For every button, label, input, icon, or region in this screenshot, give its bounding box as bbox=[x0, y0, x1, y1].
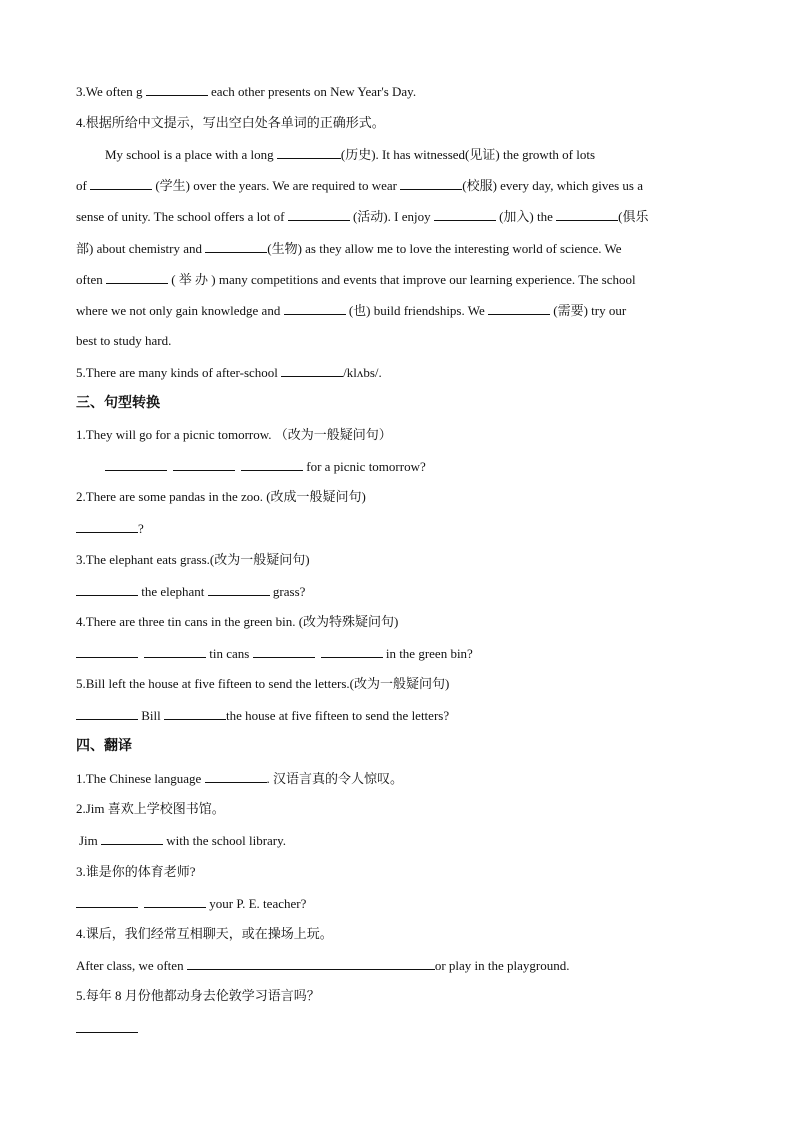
q3-line: 3.We often g each other presents on New Year's Day. bbox=[76, 84, 417, 99]
answer-blank[interactable] bbox=[173, 458, 235, 471]
passage-line-6: where we not only gain knowledge and (也) build friendships. We (需要) try our bbox=[76, 303, 627, 318]
s1-prompt: 1.They will go for a picnic tomorrow. （改为一般疑问句） bbox=[76, 427, 392, 442]
answer-blank[interactable] bbox=[105, 458, 167, 471]
passage-line-1: My school is a place with a long (历史). It has witnessed(见证) the growth of lots bbox=[105, 147, 596, 162]
s4-prompt: 4.There are three tin cans in the green bin. (改为特殊疑问句) bbox=[76, 614, 399, 629]
s2-answer-line: ? bbox=[76, 520, 144, 537]
section-3-title: 三、句型转换 bbox=[76, 395, 160, 411]
answer-blank[interactable] bbox=[488, 302, 550, 315]
s5-prompt: 5.Bill left the house at five fifteen to send the letters.(改为一般疑问句) bbox=[76, 676, 450, 691]
s3-prompt: 3.The elephant eats grass.(改为一般疑问句) bbox=[76, 552, 310, 567]
t2-answer-line: Jim with the school library. bbox=[79, 833, 287, 848]
answer-blank[interactable] bbox=[76, 520, 138, 533]
answer-blank[interactable] bbox=[556, 208, 618, 221]
answer-blank[interactable] bbox=[101, 832, 163, 845]
s2-prompt: 2.There are some pandas in the zoo. (改成一般疑问句) bbox=[76, 489, 366, 504]
answer-blank[interactable] bbox=[76, 645, 138, 658]
answer-blank[interactable] bbox=[241, 458, 303, 471]
answer-blank[interactable] bbox=[76, 583, 138, 596]
t2-prompt: 2.Jim 喜欢上学校图书馆。 bbox=[76, 801, 225, 816]
t4-prompt: 4.课后，我们经常互相聊天，或在操场上玩。 bbox=[76, 926, 333, 941]
passage-line-7: best to study hard. bbox=[76, 333, 172, 348]
section-4-title: 四、翻译 bbox=[76, 738, 132, 754]
t5-prompt: 5.每年 8 月份他都动身去伦敦学习语言吗？ bbox=[76, 988, 320, 1003]
answer-blank[interactable] bbox=[144, 645, 206, 658]
answer-blank[interactable] bbox=[400, 177, 462, 190]
s1-answer-line: for a picnic tomorrow? bbox=[105, 458, 426, 475]
answer-blank[interactable] bbox=[90, 177, 152, 190]
answer-blank[interactable] bbox=[253, 645, 315, 658]
t1-line: 1.The Chinese language . 汉语言真的令人惊叹。 bbox=[76, 771, 404, 786]
t3-prompt: 3.谁是你的体育老师? bbox=[76, 864, 196, 879]
answer-blank[interactable] bbox=[146, 83, 208, 96]
answer-blank[interactable] bbox=[208, 583, 270, 596]
answer-blank[interactable] bbox=[281, 364, 343, 377]
t5-answer-line bbox=[76, 1020, 138, 1037]
answer-blank[interactable] bbox=[106, 271, 168, 284]
answer-blank[interactable] bbox=[76, 1020, 138, 1033]
passage-line-3: sense of unity. The school offers a lot of (活动). I enjoy (加入) the (俱乐 bbox=[76, 209, 649, 224]
s5-answer-line: Bill the house at five fifteen to send the letters? bbox=[76, 707, 449, 724]
answer-blank[interactable] bbox=[187, 957, 435, 970]
passage-line-4: 部) about chemistry and (生物) as they allow me to love the interesting world of science. We bbox=[76, 241, 622, 256]
t3-answer-line: your P. E. teacher? bbox=[76, 895, 306, 912]
passage-line-5: often ( 举 办 ) many competitions and events that improve our learning experience. The school bbox=[76, 272, 636, 287]
answer-blank[interactable] bbox=[288, 208, 350, 221]
answer-blank[interactable] bbox=[434, 208, 496, 221]
answer-blank[interactable] bbox=[164, 707, 226, 720]
answer-blank[interactable] bbox=[205, 240, 267, 253]
answer-blank[interactable] bbox=[321, 645, 383, 658]
q4-title: 4.根据所给中文提示，写出空白处各单词的正确形式。 bbox=[76, 115, 385, 130]
answer-blank[interactable] bbox=[205, 770, 267, 783]
s4-answer-line: tin cans in the green bin? bbox=[76, 645, 473, 662]
passage-line-2: of (学生) over the years. We are required to wear (校服) every day, which gives us a bbox=[76, 178, 643, 193]
answer-blank[interactable] bbox=[76, 707, 138, 720]
answer-blank[interactable] bbox=[144, 895, 206, 908]
answer-blank[interactable] bbox=[284, 302, 346, 315]
q5-line: 5.There are many kinds of after-school /klʌbs/. bbox=[76, 365, 382, 380]
answer-blank[interactable] bbox=[76, 895, 138, 908]
t4-answer-line: After class, we often or play in the playground. bbox=[76, 958, 570, 973]
answer-blank[interactable] bbox=[277, 146, 341, 159]
s3-answer-line: the elephant grass? bbox=[76, 583, 305, 600]
